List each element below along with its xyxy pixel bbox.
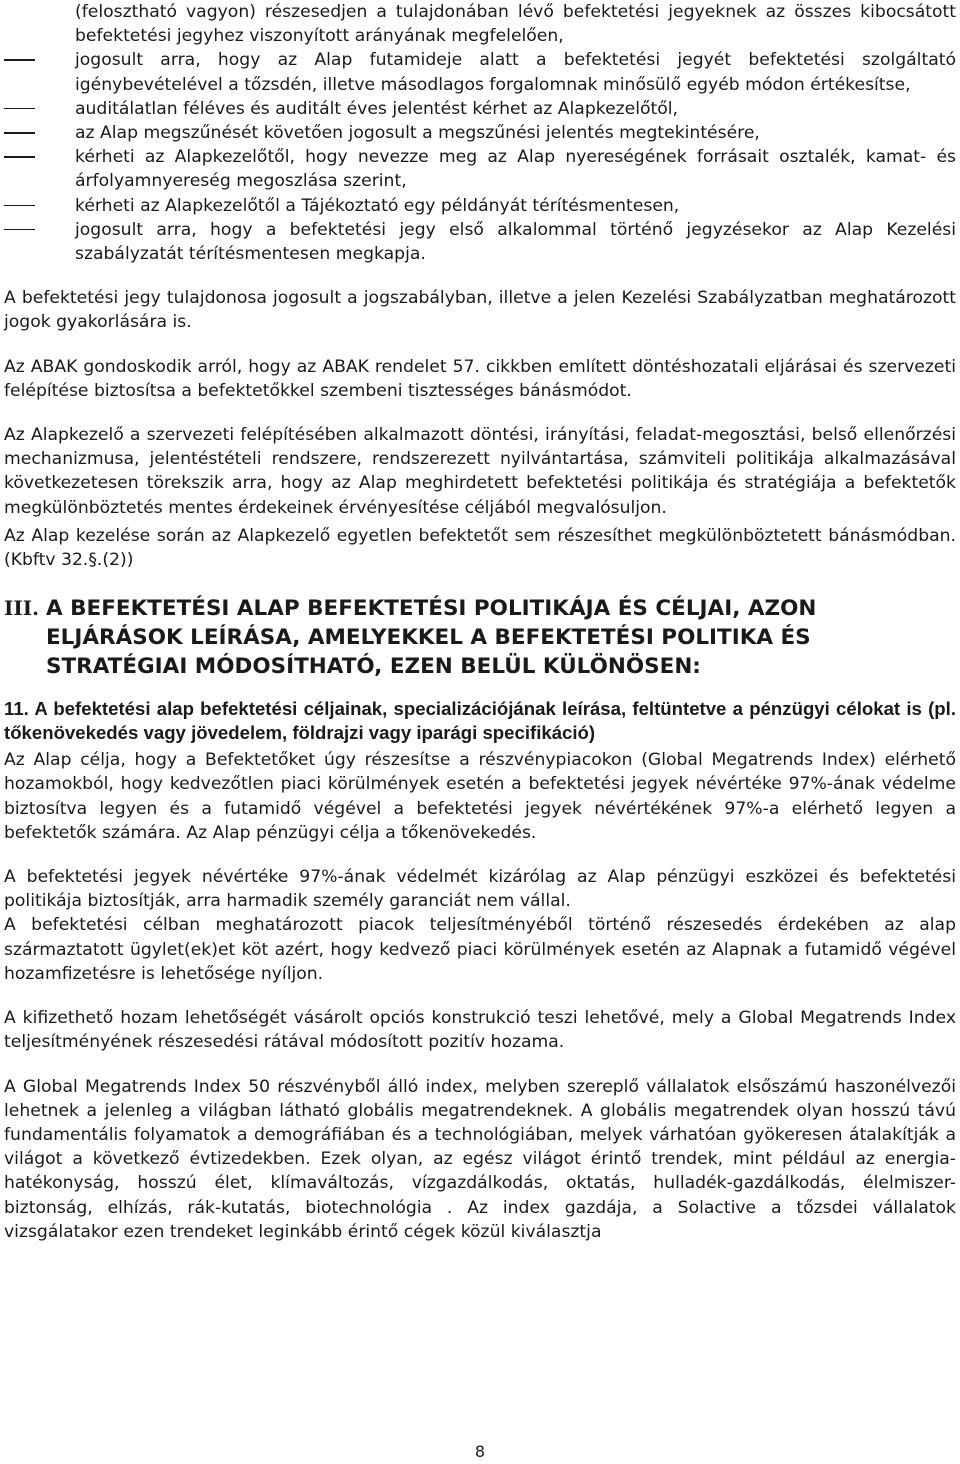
page-number: 8 xyxy=(474,1442,486,1461)
paragraph-organizational-structure: Az Alapkezelő a szervezeti felépítésében alkalmazott döntési, irányítási, feladat-megosztási, belső ellenőrzési mechanizmusa, jelentéstételi rendszere, rendszerezett nyilvántartása, számviteli politikája alkalmazásával következetesen törekszik arra, hogy az Alap meghirdetett befektetési politikája és stratégiája a befektetők megkülönböztetés mentes érdekeinek érvényesítése céljából megvalósuljon. xyxy=(4,425,956,518)
rights-list xyxy=(4,0,956,266)
paragraph-fund-objective: Az Alap célja, hogy a Befektetőket úgy részesítse a részvénypiacokon (Global Megatrends Index) elérhető hozamokból, hogy kedvezőtlen piaci körülmények esetén a befektetési jegyek névértéke 97%-ának védelme biztosítva legyen és a futamidő végével a befektetési jegyek névértékének 97%-a elérhető legyen a befektetők számára. Az Alap pénzügyi célja a tőkenövekedés. xyxy=(4,750,956,843)
list-item xyxy=(4,121,956,145)
paragraph-capital-protection: A befektetési jegyek névértéke 97%-ának védelmét kizárólag az Alap pénzügyi eszközei és befektetési politikája biztosítják, arra harmadik személy garanciát nem vállal. xyxy=(4,867,956,912)
list-item-text: kérheti az Alapkezelőtől a Tájékoztató egy példányát térítésmentesen, xyxy=(75,195,680,216)
dash-marker xyxy=(4,59,35,61)
paragraph-index-description: A Global Megatrends Index 50 részvényből álló index, melyben szereplő vállalatok elsőszámú haszonélvezői lehetnek a jelenleg a világban látható globális megatrendeknek. A globális megatrendek olyan hosszú távú fundamentális folyamatok a demográfiában és a technológiában, melyek várhatóan gyökeresen átalakítják a világot a következő évtizedekben. Ezek olyan, az egész világot érintő trendek, mint például az energia-hatékonyság, hosszú élet, klímaváltozás, vízgazdálkodás, oktatás, hulladék-gazdálkodás, élelmiszer-biztonság, elhízás, rák-kutatás, biotechnológia . Az index gazdája, a Solactive a tőzsdei vállalatok vizsgálatakor ezen trendeket leginkább érintő cégek közül kiválasztja xyxy=(4,1076,956,1242)
section-number: III. xyxy=(4,596,40,621)
paragraph-derivatives: A befektetési célban meghatározott piacok teljesítményéből történő részesedés érdekében az alap származtatott ügylet(ek)et köt azért, hogy kedvező piaci körülmények esetén az Alapnak a futamidő végével hozamfizetésre is lehetősége nyíljon. xyxy=(4,915,956,984)
section-heading xyxy=(4,594,956,681)
dash-marker xyxy=(4,229,35,231)
list-item-text: jogosult arra, hogy a befektetési jegy első alkalommal történő jegyzésekor az Alap Kezelési szabályzatát térítésmentesen megkapja. xyxy=(75,219,956,265)
paragraph-equal-treatment: Az Alap kezelése során az Alapkezelő egyetlen befektetőt sem részesíthet megkülönböztetett bánásmódban. (Kbftv 32.§.(2)) xyxy=(4,525,956,571)
list-item xyxy=(4,218,956,266)
list-item xyxy=(4,194,956,218)
dash-marker xyxy=(4,205,35,207)
dash-marker xyxy=(4,108,35,110)
paragraph-option-construction: A kifizethető hozam lehetőségét vásárolt opciós konstrukció teszi lehetővé, mely a Global Megatrends Index teljesítményének részesedési rátával módosított pozitív hozama. xyxy=(4,1008,956,1053)
dash-marker xyxy=(4,132,35,134)
list-item-text: az Alap megszűnését követően jogosult a megszűnési jelentés megtekintésére, xyxy=(75,123,760,144)
list-item-text: jogosult arra, hogy az Alap futamideje alatt a befektetési jegyét befektetési szolgáltató igénybevételével a tőzsdén, illetve másodlagos forgalomnak minősülő egyéb módon értékesítse, xyxy=(75,50,956,95)
list-item xyxy=(4,97,956,121)
list-item xyxy=(4,145,956,193)
document-page xyxy=(4,0,956,1244)
list-item-text: auditálatlan féléves és auditált éves jelentést kérhet az Alapkezelőtől, xyxy=(75,98,679,119)
list-item-text: kérheti az Alapkezelőtől, hogy nevezze meg az Alap nyereségének forrásait osztalék, kamat- és árfolyamnyereség megoszlása szerint, xyxy=(75,147,956,192)
paragraph-holder-rights: A befektetési jegy tulajdonosa jogosult a jogszabályban, illetve a jelen Kezelési Szabályzatban meghatározott jogok gyakorlására is. xyxy=(4,288,956,333)
dash-marker xyxy=(4,156,35,158)
paragraph-abak-fair-treatment: Az ABAK gondoskodik arról, hogy az ABAK rendelet 57. cikkben említett döntéshozatali eljárásai és szervezeti felépítése biztosítsa a befektetőkkel szembeni tisztességes bánásmódot. xyxy=(4,356,956,401)
list-item-text: (felosztható vagyon) részesedjen a tulajdonában lévő befektetési jegyeknek az összes kibocsátott befektetési jegyhez viszonyított arányának megfelelően, xyxy=(75,2,956,47)
list-item xyxy=(4,0,956,48)
list-item xyxy=(4,48,956,96)
subsection-heading: 11. A befektetési alap befektetési céljainak, specializációjának leírása, feltüntetve a pénzügyi célokat is (pl. tőkenövekedés vagy jövedelem, földrajzi vagy iparági specifikáció) xyxy=(4,698,956,743)
section-title-text: A BEFEKTETÉSI ALAP BEFEKTETÉSI POLITIKÁJA ÉS CÉLJAI, AZON ELJÁRÁSOK LEÍRÁSA, AMELYEKKEL A BEFEKTETÉSI POLITIKA ÉS STRATÉGIAI MÓDOSÍTHATÓ, EZEN BELÜL KÜLÖNÖSEN: xyxy=(46,596,817,680)
